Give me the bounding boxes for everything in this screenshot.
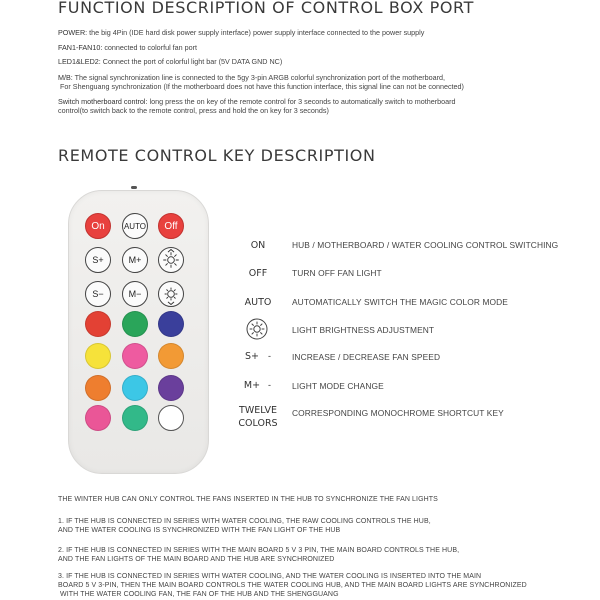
remote-control	[68, 190, 209, 474]
port-mb-text-2: For Shenguang synchronization (If the motherboard does not have this function interface, this signal line can not be connected)	[60, 82, 464, 91]
port-fan-text: connected to colorful fan port	[102, 43, 198, 52]
color-button[interactable]	[158, 375, 184, 401]
s-minus-button[interactable]: S−	[85, 281, 111, 307]
note-3b: BOARD 5 V 3-PIN, THEN THE MAIN BOARD CONTROLS THE WATER COOLING HUB, AND THE MAIN BOARD LIGHTS ARE SYNCHRONIZED	[58, 582, 527, 589]
note-2a: 2. IF THE HUB IS CONNECTED IN SERIES WITH THE MAIN BOARD 5 V 3 PIN, THE MAIN BOARD CONTROLS THE HUB,	[58, 547, 460, 554]
color-button[interactable]	[122, 405, 148, 431]
key-mode-dash: -	[268, 380, 271, 390]
color-button[interactable]	[85, 405, 111, 431]
on-button[interactable]: On	[85, 213, 111, 239]
color-button[interactable]	[158, 311, 184, 337]
brightness-icon	[246, 318, 268, 340]
remote-ir-led	[131, 186, 137, 189]
key-twelve-colors	[228, 404, 288, 430]
s-plus-button[interactable]: S+	[85, 247, 111, 273]
port-power	[58, 28, 424, 37]
off-button[interactable]: Off	[158, 213, 184, 239]
port-power-key: POWER:	[58, 28, 88, 37]
auto-button[interactable]: AUTO	[122, 213, 148, 239]
key-brightness-desc: LIGHT BRIGHTNESS ADJUSTMENT	[292, 325, 435, 335]
key-auto-desc: AUTOMATICALLY SWITCH THE MAGIC COLOR MODE	[292, 297, 508, 307]
color-button[interactable]	[85, 375, 111, 401]
color-button[interactable]	[158, 343, 184, 369]
note-3c: WITH THE WATER COOLING FAN, THE FAN OF THE HUB AND THE SHENGGUANG	[60, 591, 339, 598]
port-fan-key: FAN1-FAN10:	[58, 43, 103, 52]
port-led-key: LED1&LED2:	[58, 57, 101, 66]
key-speed: S+	[245, 351, 259, 362]
color-button[interactable]	[122, 375, 148, 401]
note-1a: 1. IF THE HUB IS CONNECTED IN SERIES WITH WATER COOLING, THE RAW COOLING CONTROLS THE HUB,	[58, 518, 431, 525]
m-plus-button[interactable]: M+	[122, 247, 148, 273]
port-switch-text: long press the on key of the remote control for 3 seconds to automatically switch to motherboard	[147, 97, 456, 106]
key-twelve-line2: COLORS	[238, 418, 278, 429]
color-button[interactable]	[85, 311, 111, 337]
port-mb-text: The signal synchronization line is connected to the 5gy 3-pin ARGB colorful synchronization port of the motherboard,	[72, 73, 446, 82]
key-twelve-desc: CORRESPONDING MONOCHROME SHORTCUT KEY	[292, 408, 504, 418]
note-2b: AND THE FAN LIGHTS OF THE MAIN BOARD AND THE HUB ARE SYNCHRONIZED	[58, 556, 335, 563]
key-speed-desc: INCREASE / DECREASE FAN SPEED	[292, 352, 441, 362]
note-1b: AND THE WATER COOLING IS SYNCHRONIZED WITH THE FAN LIGHT OF THE HUB	[58, 527, 341, 534]
port-fan	[58, 43, 197, 52]
key-mode-desc: LIGHT MODE CHANGE	[292, 381, 384, 391]
port-power-text: the big 4Pin (IDE hard disk power supply interface) power supply interface connected to the power supply	[87, 28, 425, 37]
color-button[interactable]	[85, 343, 111, 369]
port-section-title: FUNCTION DESCRIPTION OF CONTROL BOX PORT	[58, 0, 474, 17]
key-on: ON	[250, 240, 266, 251]
key-off: OFF	[248, 268, 268, 279]
port-led	[58, 57, 282, 66]
port-mb-key: M/B:	[58, 73, 73, 82]
port-switch-key: Switch motherboard control:	[58, 97, 148, 106]
key-speed-dash: -	[268, 351, 271, 361]
color-button[interactable]	[122, 343, 148, 369]
note-3a: 3. IF THE HUB IS CONNECTED IN SERIES WITH WATER COOLING, AND THE WATER COOLING IS INSERTED INTO THE MAIN	[58, 573, 482, 580]
key-mode: M+	[243, 380, 261, 391]
m-minus-button[interactable]: M−	[122, 281, 148, 307]
port-led-text: Connect the port of colorful light bar (5V DATA GND NC)	[100, 57, 283, 66]
brightness-up-button[interactable]	[158, 247, 184, 273]
brightness-down-button[interactable]	[158, 281, 184, 307]
remote-section-title: REMOTE CONTROL KEY DESCRIPTION	[58, 146, 376, 165]
key-auto: AUTO	[244, 297, 272, 308]
port-switch-text-2: control(to switch back to the remote control, press and hold the on key for 3 seconds)	[58, 106, 329, 115]
port-switch	[58, 97, 456, 115]
color-button[interactable]	[122, 311, 148, 337]
color-button[interactable]	[158, 405, 184, 431]
notes-intro: THE WINTER HUB CAN ONLY CONTROL THE FANS INSERTED IN THE HUB TO SYNCHRONIZE THE FAN LIGHTS	[58, 496, 438, 503]
key-off-desc: TURN OFF FAN LIGHT	[292, 268, 382, 278]
key-twelve-line1: TWELVE	[239, 405, 277, 416]
key-on-desc: HUB / MOTHERBOARD / WATER COOLING CONTROL SWITCHING	[292, 240, 559, 250]
port-mb	[58, 73, 464, 91]
